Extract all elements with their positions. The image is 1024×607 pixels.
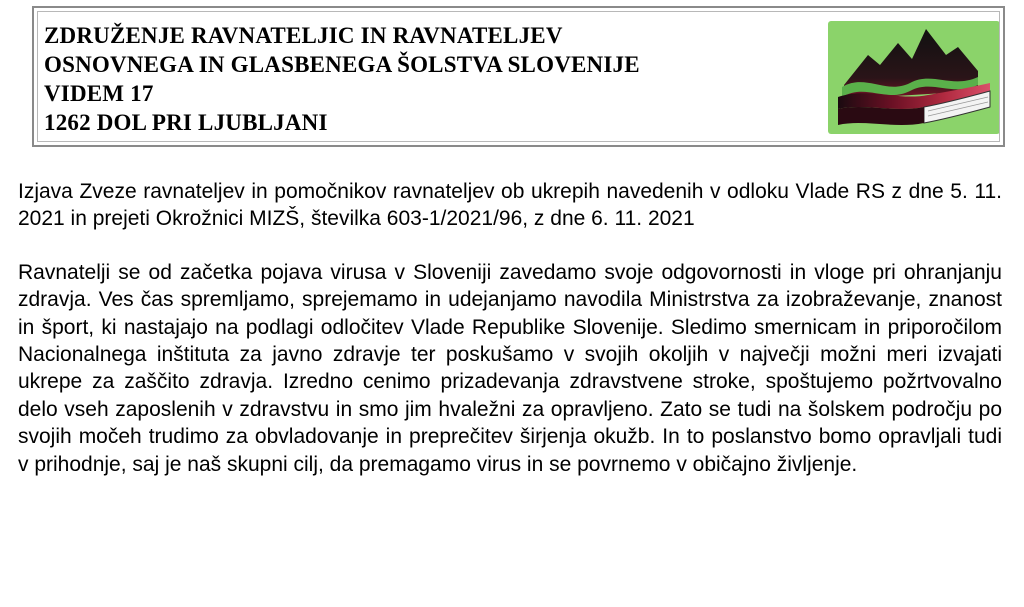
organization-name-line-1: ZDRUŽENJE RAVNATELJIC IN RAVNATELJEV [44,23,563,48]
organization-name-line-2: OSNOVNEGA IN GLASBENEGA ŠOLSTVA SLOVENIJE [44,52,640,77]
statement-body: Ravnatelji se od začetka pojava virusa v Sloveniji zavedamo svoje odgovornosti in vloge pri ohranjanju zdravja. Ves čas spremljamo, sprejemamo in udejanjamo navodila Ministrstva za izobraževanje, znanost in šport, ki nastajajo na podlagi odločitev Vlade Republike Slovenije. Sledimo smernicam in priporočilom Nacionalnega inštituta za javno zdravje ter poskušamo v svojih okoljih v največji možni meri izvajati ukrepe za zaščito zdravja. Izredno cenimo prizadevanja zdravstvene stroke, spoštujemo požrtvovalno delo vseh zaposlenih v zdravstvu in smo jim hvaležni za opravljeno. Zato se tudi na šolskem področju po svojih močeh trudimo za obvladovanje in preprečitev širjenja okužb. In to poslanstvo bomo opravljali tudi v prihodnje, saj je naš skupni cilj, da premagamo virus in se povrnemo v običajno življenje. [18,260,1002,476]
postal-address: 1262 DOL PRI LJUBLJANI [44,110,328,135]
logo-book-cover [838,107,924,125]
organization-address [44,21,640,137]
street-address: VIDEM 17 [44,81,154,106]
statement-title: Izjava Zveze ravnateljev in pomočnikov ravnateljev ob ukrepih navedenih v odloku Vlade RS z dne 5. 11. 2021 in prejeti Okrožnici MIZŠ, številka 603-1/2021/96, z dne 6. 11. 2021 [18,180,1002,231]
letterhead [32,6,1005,147]
mountain-book-logo-icon [828,21,1000,134]
statement-content [18,178,1002,478]
